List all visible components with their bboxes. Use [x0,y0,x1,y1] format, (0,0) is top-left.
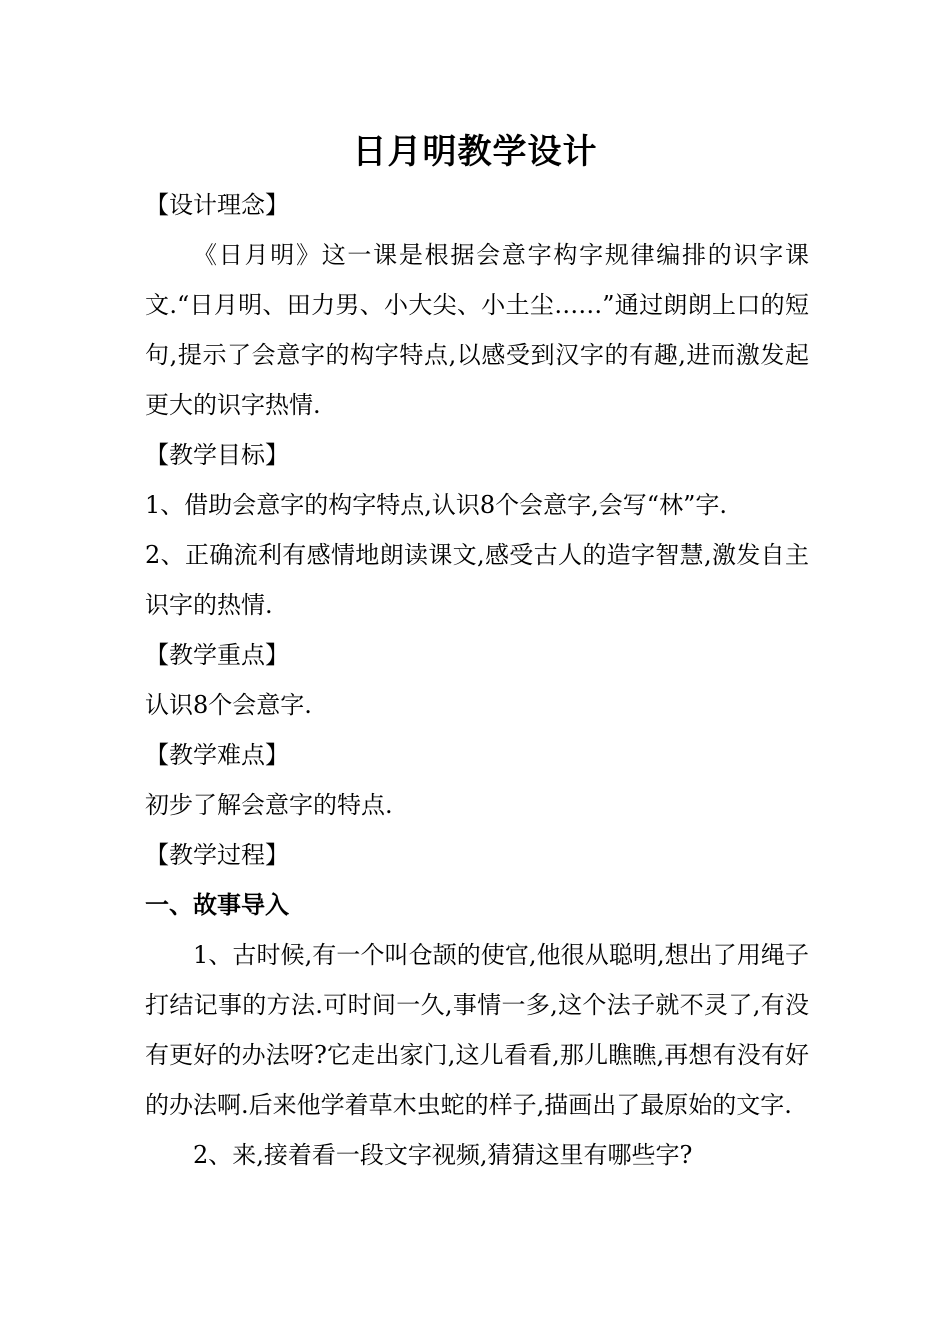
section-story-intro: 一、故事导入 [145,891,289,919]
document-body [145,180,809,1180]
heading-teaching-difficulty: 【教学难点】 [145,741,289,769]
paragraph-teaching-difficulty: 初步了解会意字的特点. [145,791,393,819]
heading-teaching-process: 【教学过程】 [145,841,289,869]
goal-item-1: 1、借助会意字的构字特点,认识8个会意字,会写“林”字. [145,491,727,519]
paragraph-design-concept: 《日月明》这一课是根据会意字构字规律编排的识字课文.“日月明、田力男、小大尖、小土尘……”通过朗朗上口的短句,提示了会意字的构字特点,以感受到汉字的有趣,进而激发起更大的识字热情. [145,241,809,419]
goal-item-2: 2、正确流利有感情地朗读课文,感受古人的造字智慧,激发自主识字的热情. [145,541,809,619]
process-step-1: 1、古时候,有一个叫仓颉的使官,他很从聪明,想出了用绳子打结记事的方法.可时间一久,事情一多,这个法子就不灵了,有没有更好的办法呀?它走出家门,这儿看看,那儿瞧瞧,再想有没有好的办法啊.后来他学着草木虫蛇的样子,描画出了最原始的文字. [145,941,809,1119]
process-step-2: 2、来,接着看一段文字视频,猜猜这里有哪些字? [193,1141,693,1169]
heading-teaching-key: 【教学重点】 [145,641,289,669]
document-title: 日月明教学设计 [352,132,598,172]
paragraph-teaching-key: 认识8个会意字. [145,691,312,719]
heading-teaching-goals: 【教学目标】 [145,441,289,469]
heading-design-concept: 【设计理念】 [145,191,289,219]
